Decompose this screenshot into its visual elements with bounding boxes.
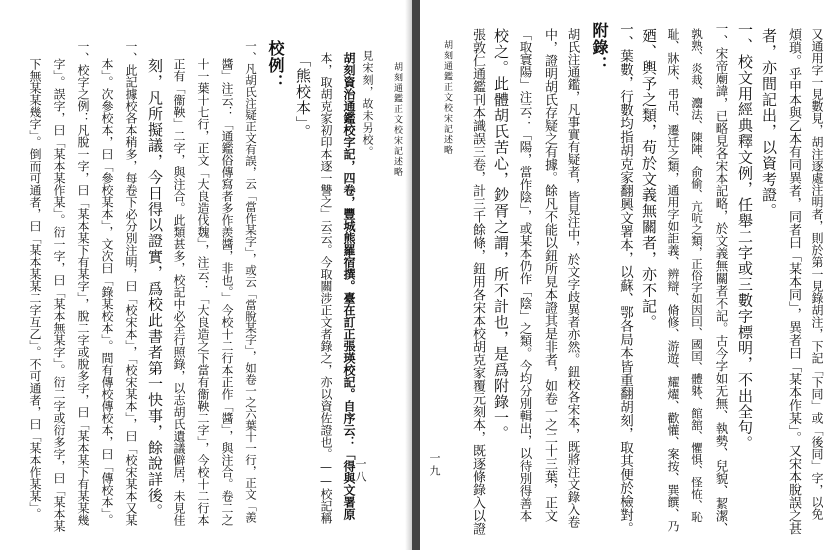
text-column: 下無某某幾字」。倒而可通者，曰「某本某某二字互乙」。不可通者，曰「某本作某某」。 xyxy=(28,58,42,520)
left-page xyxy=(0,0,412,550)
text-column: 「取寰陽」注云：「陽，當作陰」，或某本仍作「陰」之類。今均分別輯出，以待別得善本 xyxy=(518,28,533,522)
text-column: 正有「衞鞅」二字，與注合。此類甚多，校記中必全行照錄，以志胡氏遺議僻居，未見佳 xyxy=(172,58,186,526)
text-column: 本，取胡克家初印本逐一讐之」云云。今取關涉正文者錄之，亦以資佐證也。——校記稱 xyxy=(319,52,333,524)
text-column: 廼、輿予之類，苟於文義無關者，亦不記。 xyxy=(640,28,658,331)
text-column: 一、宋帝廟諱，已略見各宋本記略，於文義無關者不記。古今字如无無、執勢、兒貌、絜潔、 xyxy=(714,22,729,535)
text-column: 十一葉十七行，正文「大良造伐魏」，注云：「大良造之下當有衞鞅二字」，今校十二行本 xyxy=(196,58,210,526)
page-number: 一八 xyxy=(354,458,367,484)
page-number: 一九 xyxy=(428,452,441,478)
text-column: 胡刻資治通鑑校字記，四卷，豐城熊羅宿撰。臺在訂正張瑛校記。自序云：「得與文署原 xyxy=(342,52,356,520)
text-column: 校之。此體胡氏苦心，鈔胥之謂，所不計也，是爲附錄一。 xyxy=(492,28,510,442)
text-column: 本」。次參校本，曰「參校某本」，文次曰「錄某校本」。間有傳校傳校本，曰「傳校本」。 xyxy=(100,58,114,526)
text-column: 見宋刻，故未另校。 xyxy=(361,50,374,158)
text-column: 煩瑣。乎甲本與乙本有同異者，同者曰「某本同」，異者曰「某本作某」。又宋本脫誤之甚 xyxy=(786,28,801,535)
text-column: 一、校文用經典釋文例，任舉二字或三數字標明，不出全句。 xyxy=(736,22,754,452)
text-column: 字」。誤字，曰「某本某作某」。衍一字，曰「某本無某字」。衍二字或衍多字，曰「某本某 xyxy=(52,58,66,532)
text-column: 「熊校本」。 xyxy=(294,52,312,140)
text-column: 孰熟、炎烖、灋法、陳陣、俞偷、亢吭之類，正俗字如因囙、國囯、體躰、館舘、懼惧、怪恠、恥 xyxy=(690,28,704,523)
text-column: 一、校字之例：凡脫一字，曰「某本某下有某字」，脫二字或脫多字，曰「某本某下有某某幾 xyxy=(76,40,90,526)
running-header: 胡刻通鑑正文校宋記述略 xyxy=(442,40,452,156)
text-column: 者，亦間記出，以資考證。 xyxy=(760,28,778,219)
running-header: 胡刻通鑑正文校宋記述略 xyxy=(392,62,402,178)
section-heading: 校例： xyxy=(266,40,285,91)
text-column: 耻、牀床、弔吊、遷迁之類，通用字如詎義、辨辯、脩修、游遊、耀燿、歡懽、案按、巽饌、乃 xyxy=(666,28,680,532)
text-column: 中，證明胡氏存疑之有據。餘凡不能以鈕所見本證其是非者，如卷一之二十三葉，正文 xyxy=(542,28,557,522)
text-column: 胡氏注通鑑，凡事實有疑者，皆見注中，於文字歧異者亦然。鈕校各宋本，既將注文錄入卷 xyxy=(566,28,581,528)
gutter-shade xyxy=(405,0,412,550)
text-column: 一、此記據校各本稍多，每卷下必分別注明，曰「校宋本」，「校宋某本」，曰「校宋某本又某 xyxy=(124,40,138,526)
right-page xyxy=(420,0,834,550)
text-column: 刻，凡所擬議，今日得以證實，爲校此書者第一快事，餘說詳後。 xyxy=(146,58,164,520)
text-column: 一、葉數，行數均指胡克家翻興文署本，以蘇、鄂各局本皆重翻胡刻，取其便於檢對。 xyxy=(617,22,633,535)
section-heading: 附錄： xyxy=(590,22,609,73)
text-column: 張敦仁通鑑刊本識誤三卷，計三千餘條，鈕用各宋本校胡克家覆元刻本，既逐條錄入以證 xyxy=(470,28,485,535)
text-column: 醬」注云：「通鑑俗傳寫者多作羨醬，非也。」今校十二行本正作「醬」，與注合。卷二之 xyxy=(220,58,234,526)
book-gutter xyxy=(412,0,420,550)
text-column: 又通用字一見數見，胡注逐處注明者，則於第一見錄胡注，下記「下同」或「後同」字，以免 xyxy=(810,28,824,520)
text-column: 一、凡胡氏注疑正文有誤，云「當作某字」，或云「當脫某字」，如卷一之六葉十一行，正文「羨 xyxy=(244,40,258,523)
